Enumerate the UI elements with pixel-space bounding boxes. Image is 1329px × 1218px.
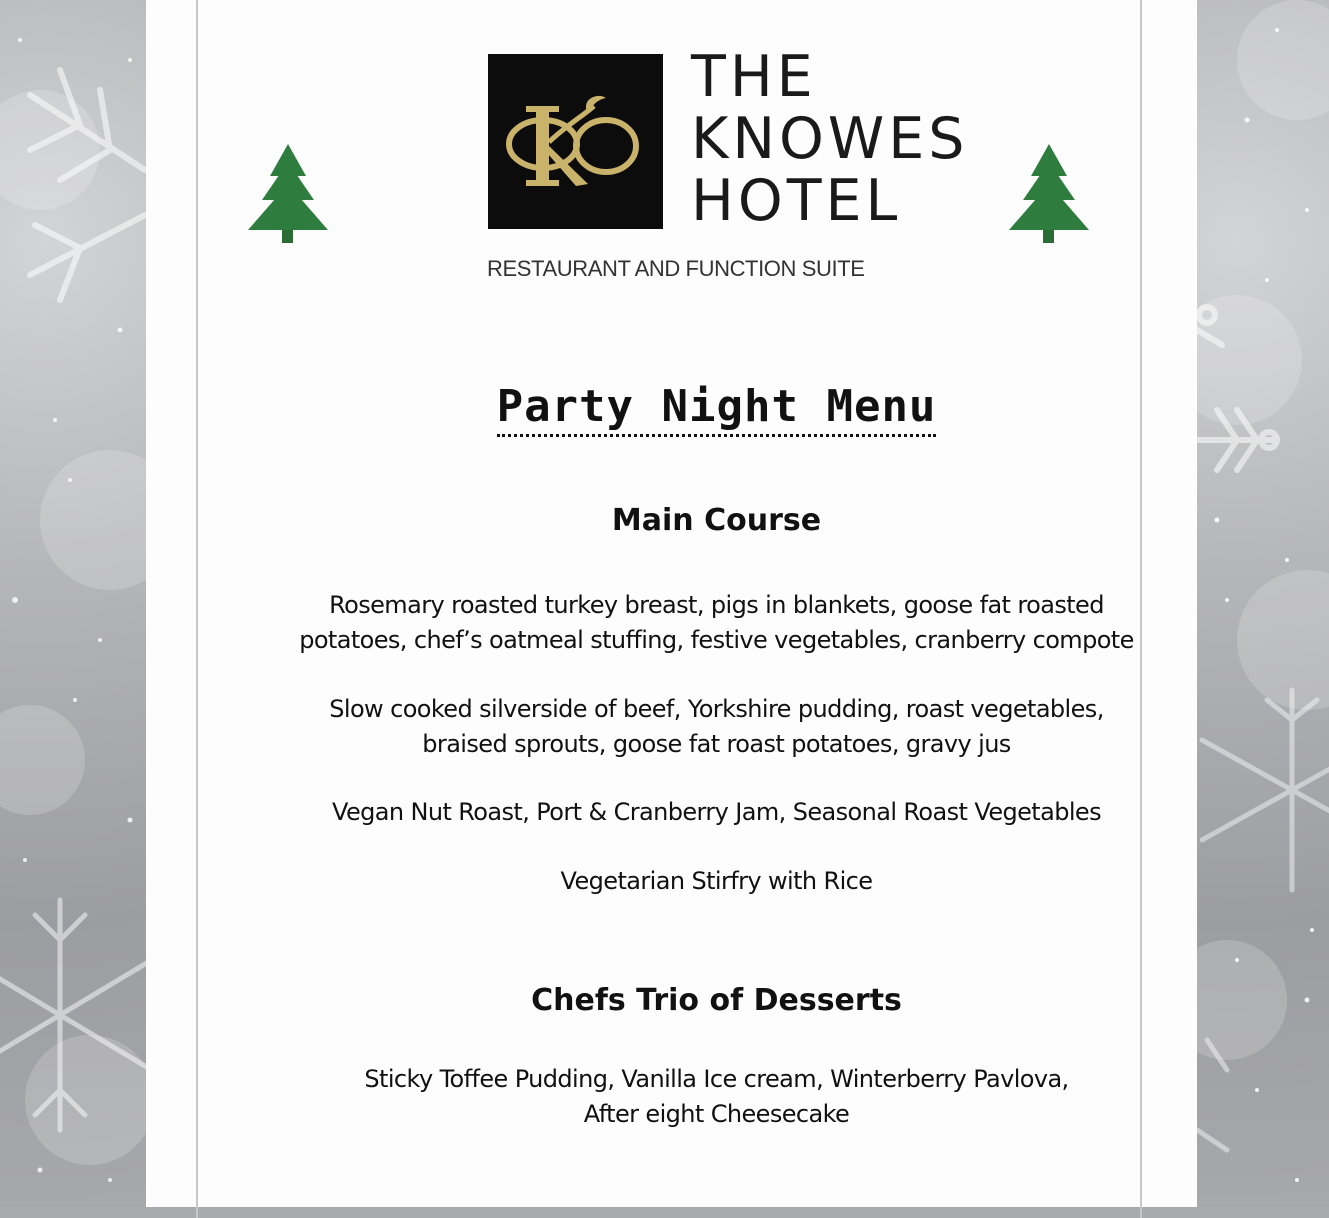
christmas-tree-icon: [246, 144, 330, 244]
christmas-tree-icon: [1007, 144, 1091, 244]
snowflake-pattern-left: [0, 0, 146, 1207]
menu-title: [198, 381, 1235, 437]
tree-bottom-tier: [248, 184, 328, 230]
tree-bottom-tier: [1009, 184, 1089, 230]
menu-item-line: Slow cooked silverside of beef, Yorkshire pudding, roast vegetables,: [329, 695, 1104, 723]
menu-item-line: Vegetarian Stirfry with Rice: [560, 867, 873, 895]
hotel-tagline: RESTAURANT AND FUNCTION SUITE: [487, 256, 865, 281]
hotel-name-line: THE: [691, 44, 817, 110]
menu-item: [218, 1062, 1215, 1132]
menu-item: [218, 864, 1215, 899]
menu-card: [146, 0, 1197, 1207]
hotel-name-line: KNOWES: [691, 106, 969, 172]
menu-item: [218, 692, 1215, 762]
menu-item-line: braised sprouts, goose fat roast potatoes, gravy jus: [422, 730, 1011, 758]
menu-item: [218, 588, 1215, 658]
snowflake-pattern-right: [1197, 0, 1329, 1207]
snowflake-icon: [1197, 690, 1329, 1150]
menu-item-line: After eight Cheesecake: [583, 1100, 850, 1128]
menu-item: [218, 795, 1215, 830]
section-heading-main-course: Main Course: [611, 503, 822, 538]
menu-frame: [196, 0, 1142, 1218]
menu-title-text: Party Night Menu: [497, 381, 937, 437]
section-heading-desserts: Chefs Trio of Desserts: [531, 983, 902, 1018]
hotel-logo: [488, 54, 663, 229]
right-snowflake-border: [1197, 0, 1329, 1207]
hotel-name: [691, 46, 968, 232]
hotel-name-line: HOTEL: [691, 168, 902, 234]
menu-item-line: Rosemary roasted turkey breast, pigs in blankets, goose fat roasted: [329, 591, 1104, 619]
menu-item-line: Sticky Toffee Pudding, Vanilla Ice cream, Winterberry Pavlova,: [364, 1065, 1069, 1093]
menu-item-line: potatoes, chef’s oatmeal stuffing, festive vegetables, cranberry compote: [299, 626, 1134, 654]
menu-item-line: Vegan Nut Roast, Port & Cranberry Jam, Seasonal Roast Vegetables: [332, 798, 1101, 826]
knowes-k-monogram-icon: [488, 54, 663, 229]
left-snowflake-border: [0, 0, 146, 1207]
